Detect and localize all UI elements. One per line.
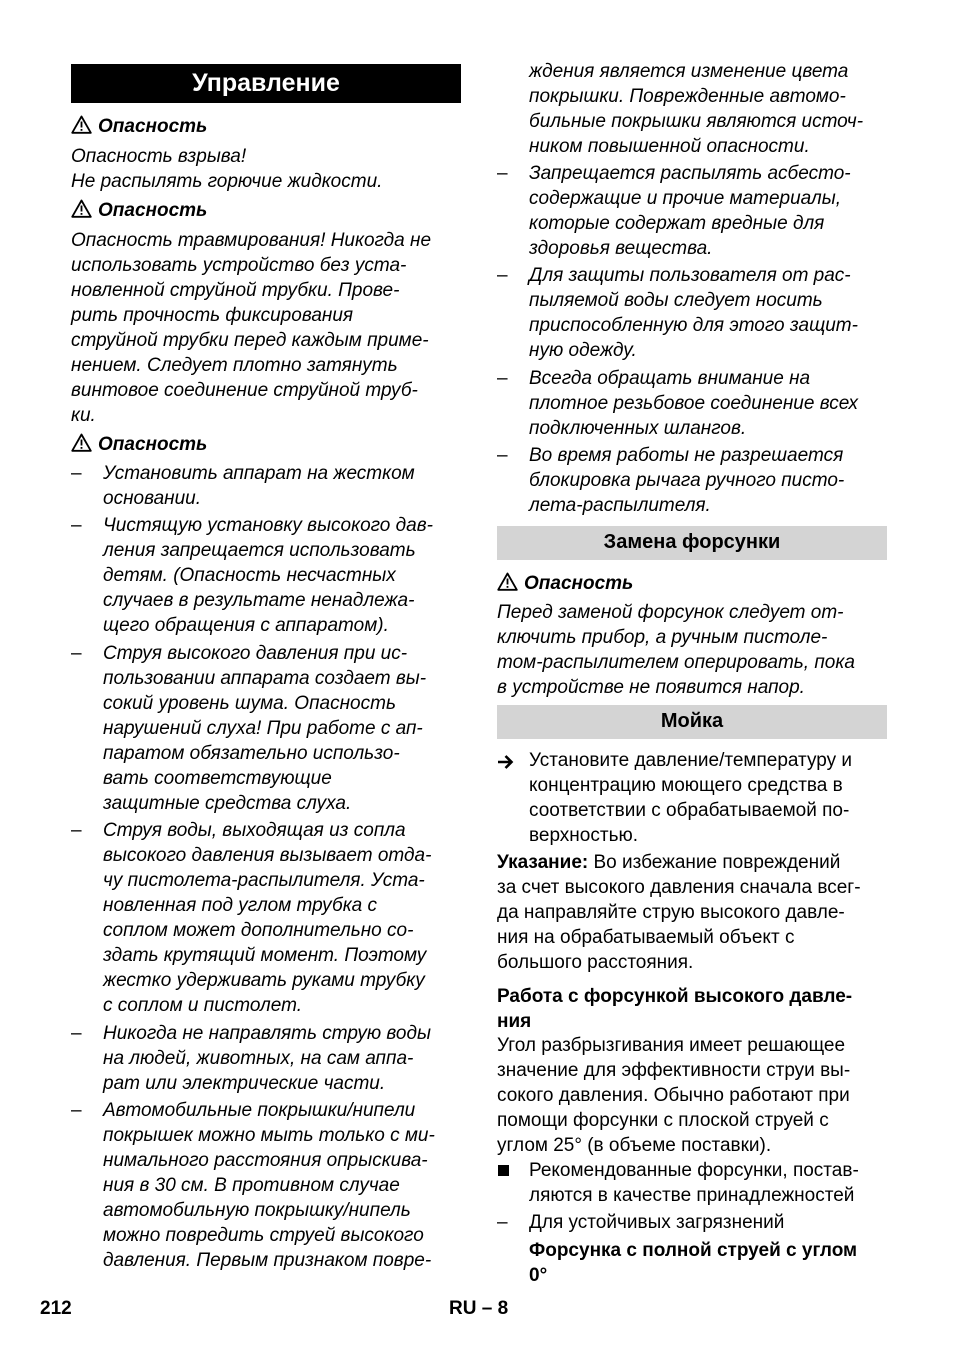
list-item (497, 1210, 887, 1235)
text-line: нением. Следует плотно затянуть (71, 355, 398, 376)
text-line: помощи форсунки с плоской струей с (497, 1110, 829, 1131)
text-line: щего обращения с аппаратом). (103, 615, 389, 636)
text-line: Перед заменой форсунок следует от- (497, 602, 844, 623)
text-line: ния в 30 см. В противном случае (103, 1175, 400, 1196)
text-line: пыляемой воды следует носить (529, 290, 823, 311)
text-line: Не распылять горючие жидкости. (71, 171, 383, 192)
text-line: чу пистолета-распылителя. Уста- (103, 870, 425, 891)
text-line: ляются в качестве принадлежностей (529, 1185, 855, 1206)
list-item (71, 1098, 461, 1273)
list-item (71, 818, 461, 1018)
text-line: Всегда обращать внимание на (529, 368, 811, 389)
warning-triangle-icon (71, 433, 92, 452)
warning-triangle-icon (497, 572, 518, 591)
text-line: ником повышенной опасности. (529, 136, 810, 157)
text-line: ключить прибор, а ручным пистоле- (497, 627, 828, 648)
list-item (497, 366, 887, 441)
section-title-washing: Мойка (497, 705, 887, 739)
text-line: ную одежду. (529, 340, 637, 361)
text-line: соответствии с обрабатываемой по- (529, 800, 850, 821)
warning-triangle-icon (71, 199, 92, 218)
danger-label: Опасность (98, 116, 208, 137)
text-line: новленной струйной трубки. Прове- (71, 280, 400, 301)
text-line: ния (497, 1011, 532, 1032)
arrow-right-icon (497, 752, 514, 777)
dash-marker: – (497, 445, 508, 466)
text-line: ждения является изменение цвета (529, 61, 849, 82)
text-line: использовать устройство без уста- (71, 255, 407, 276)
text-line: защитные средства слуха. (103, 793, 352, 814)
text-line: ния на обрабатываемый объект с (497, 927, 795, 948)
text-line: Во время работы не разрешается (529, 445, 844, 466)
text-line: жестко удерживать руками трубку (103, 970, 425, 991)
nozzle-type-label (497, 1238, 887, 1288)
text-line: да направляйте струю высокого давле- (497, 902, 845, 923)
danger-label: Опасность (524, 573, 634, 594)
text-line: с соплом и пистолет. (103, 995, 302, 1016)
list-item (497, 1158, 887, 1208)
text-line: бильные покрышки являются источ- (529, 111, 864, 132)
danger-label: Опасность (98, 434, 208, 455)
text-line: Во избежание повреждений (588, 852, 841, 873)
danger-heading-4 (497, 571, 887, 596)
text-line: Форсунка с полной струей с углом (529, 1240, 858, 1261)
text-line: Струя воды, выходящая из сопла (103, 820, 406, 841)
note-label: Указание: (497, 852, 589, 873)
danger-heading-1 (71, 114, 461, 139)
text-line: нарушений слуха! При работе с ап- (103, 718, 423, 739)
text-line: содержащие и прочие материалы, (529, 188, 841, 209)
list-item (497, 263, 887, 363)
note-paragraph (497, 850, 887, 975)
text-line: соплом может дополнительно со- (103, 920, 414, 941)
text-line: основании. (103, 488, 202, 509)
language-page-label: RU – 8 (449, 1298, 509, 1319)
text-line: приспособленную для этого защит- (529, 315, 858, 336)
text-line: подключенных шлангов. (529, 418, 747, 439)
text-line: случаев в результате ненадлежа- (103, 590, 415, 611)
text-line: паратом обязательно использо- (103, 743, 400, 764)
text-line: лета-распылителя. (529, 495, 711, 516)
danger-heading-2 (71, 198, 461, 223)
text-line: новленная под углом трубка с (103, 895, 378, 916)
text-line: нимального расстояния опрыскива- (103, 1150, 428, 1171)
text-line: здать крутящий момент. Поэтому (103, 945, 427, 966)
text-line: струйной трубки перед каждым приме- (71, 330, 429, 351)
text-line: ления запрещается использовать (103, 540, 416, 561)
text-line: углом 25° (в объеме поставки). (497, 1135, 772, 1156)
dash-marker: – (497, 1212, 508, 1233)
list-item (497, 443, 887, 518)
text-line: на людей, животных, на сам аппа- (103, 1048, 414, 1069)
text-line: Автомобильные покрышки/нипели (103, 1100, 416, 1121)
text-line: верхностью. (529, 825, 638, 846)
section-title-operation: Управление (71, 64, 461, 103)
text-line: 0° (529, 1265, 548, 1286)
text-line: сокого давления. Обычно работают при (497, 1085, 850, 1106)
text-line: Чистящую установку высокого дав- (103, 515, 433, 536)
text-line: Рекомендованные форсунки, постав- (529, 1160, 859, 1181)
dash-marker: – (71, 515, 82, 536)
instruction-step (497, 748, 887, 848)
text-line: автомобильную покрышку/нипель (103, 1200, 411, 1221)
hp-paragraph (497, 1033, 887, 1158)
list-item (71, 641, 461, 816)
text-line: Никогда не направлять струю воды (103, 1023, 431, 1044)
list-item (71, 1021, 461, 1096)
list-item (497, 161, 887, 261)
text-line: концентрацию моющего средства в (529, 775, 843, 796)
page-number: 212 (40, 1298, 72, 1319)
square-bullet-icon (498, 1165, 509, 1176)
dash-marker: – (71, 1023, 82, 1044)
dash-marker: – (497, 265, 508, 286)
list-item (71, 513, 461, 638)
text-line: высокого давления вызывает отда- (103, 845, 432, 866)
text-line: том-распылителем оперировать, пока (497, 652, 855, 673)
text-line: давления. Первым признаком повре- (103, 1250, 432, 1271)
text-line: которые содержат вредные для (529, 213, 825, 234)
text-line: за счет высокого давления сначала всег- (497, 877, 861, 898)
warning-triangle-icon (71, 115, 92, 134)
text-line: покрышек можно мыть только с ми- (103, 1125, 435, 1146)
continued-text (497, 59, 887, 159)
text-line: Опасность взрыва! (71, 146, 247, 167)
nozzle-danger-text (497, 600, 887, 700)
text-line: рить прочность фиксирования (71, 305, 354, 326)
text-line: Работа с форсункой высокого давле- (497, 986, 853, 1007)
section-title-nozzle-replacement: Замена форсунки (497, 526, 887, 560)
text-line: сокий уровень шума. Опасность (103, 693, 396, 714)
text-line: значение для эффективности струи вы- (497, 1060, 851, 1081)
text-line: рат или электрические части. (103, 1073, 386, 1094)
danger-heading-3 (71, 432, 461, 457)
text-line: Угол разбрызгивания имеет решающее (497, 1035, 846, 1056)
dash-marker: – (71, 820, 82, 841)
dash-marker: – (71, 463, 82, 484)
text-line: винтовое соединение струйной труб- (71, 380, 418, 401)
text-line: плотное резьбовое соединение всех (529, 393, 858, 414)
list-item (71, 461, 461, 511)
text-line: детям. (Опасность несчастных (103, 565, 396, 586)
text-line: блокировка рычага ручного писто- (529, 470, 845, 491)
text-line: покрышки. Поврежденные автомо- (529, 86, 846, 107)
text-line: ки. (71, 405, 96, 426)
danger-label: Опасность (98, 200, 208, 221)
text-line: в устройстве не появится напор. (497, 677, 805, 698)
text-line: вать соответствующие (103, 768, 332, 789)
text-line: Запрещается распылять асбесто- (529, 163, 851, 184)
text-line: Для устойчивых загрязнений (529, 1212, 785, 1233)
dash-marker: – (71, 1100, 82, 1121)
text-line: можно повредить струей высокого (103, 1225, 424, 1246)
text-line: Опасность травмирования! Никогда не (71, 230, 432, 251)
danger-text-1 (71, 144, 461, 194)
dash-marker: – (497, 163, 508, 184)
dash-marker: – (71, 643, 82, 664)
text-line: Струя высокого давления при ис- (103, 643, 408, 664)
text-line: Для защиты пользователя от рас- (529, 265, 851, 286)
subheading-hp-nozzle (497, 984, 887, 1034)
text-line: Установить аппарат на жестком (103, 463, 415, 484)
dash-marker: – (497, 368, 508, 389)
text-line: пользовании аппарата создает вы- (103, 668, 427, 689)
danger-text-2 (71, 228, 461, 428)
text-line: здоровья вещества. (529, 238, 713, 259)
text-line: Установите давление/температуру и (529, 750, 853, 771)
text-line: большого расстояния. (497, 952, 694, 973)
